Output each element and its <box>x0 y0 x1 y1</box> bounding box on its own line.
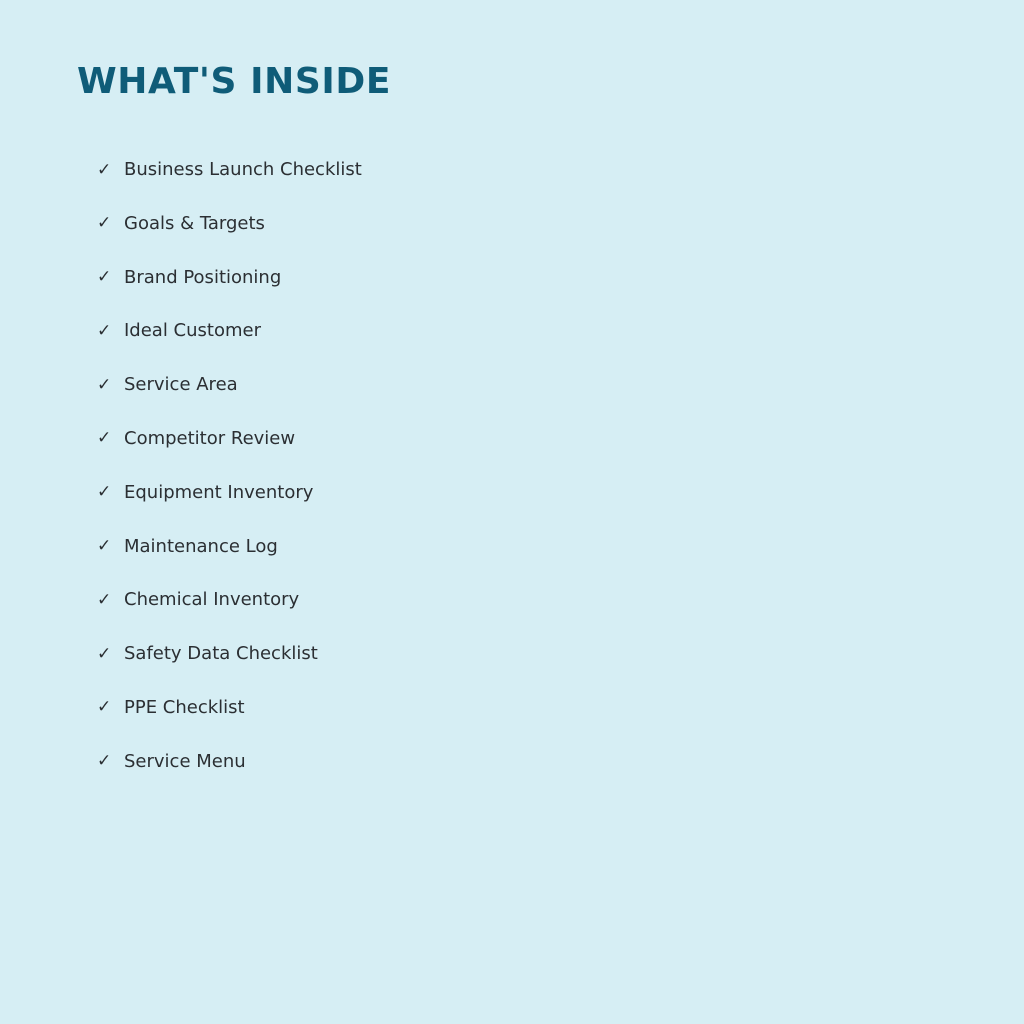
check-icon: ✓ <box>97 697 112 718</box>
list-item <box>97 425 362 452</box>
list-item-label: Goals & Targets <box>124 212 265 234</box>
list-item-label: Ideal Customer <box>124 320 261 342</box>
list-item-label: Chemical Inventory <box>124 589 300 611</box>
check-icon: ✓ <box>97 643 112 664</box>
list-item-label: Service Menu <box>124 750 246 772</box>
list-item <box>97 694 362 721</box>
check-icon: ✓ <box>97 428 112 449</box>
list-item <box>97 640 362 667</box>
list-item <box>97 533 362 560</box>
page-title: WHAT'S INSIDE <box>77 61 392 102</box>
list-item <box>97 264 362 291</box>
check-icon: ✓ <box>97 159 112 180</box>
list-item <box>97 156 362 183</box>
check-icon: ✓ <box>97 267 112 288</box>
list-item-label: Service Area <box>124 374 238 396</box>
list-item-label: Business Launch Checklist <box>124 159 362 180</box>
list-item <box>97 586 362 613</box>
list-item <box>97 748 362 775</box>
list-item <box>97 479 362 506</box>
list-item <box>97 210 362 237</box>
list-item-label: Maintenance Log <box>124 535 278 557</box>
list-item-label: PPE Checklist <box>124 696 245 718</box>
check-icon: ✓ <box>97 213 112 234</box>
check-icon: ✓ <box>97 589 112 610</box>
check-icon: ✓ <box>97 320 112 341</box>
list-item <box>97 317 362 344</box>
list-item-label: Competitor Review <box>124 427 296 449</box>
list-item-label: Equipment Inventory <box>124 481 314 503</box>
list-item-label: Safety Data Checklist <box>124 643 318 665</box>
check-icon: ✓ <box>97 536 112 557</box>
check-icon: ✓ <box>97 751 112 772</box>
contents-list <box>97 156 362 802</box>
check-icon: ✓ <box>97 482 112 503</box>
list-item <box>97 371 362 398</box>
check-icon: ✓ <box>97 374 112 395</box>
list-item-label: Brand Positioning <box>124 266 282 288</box>
